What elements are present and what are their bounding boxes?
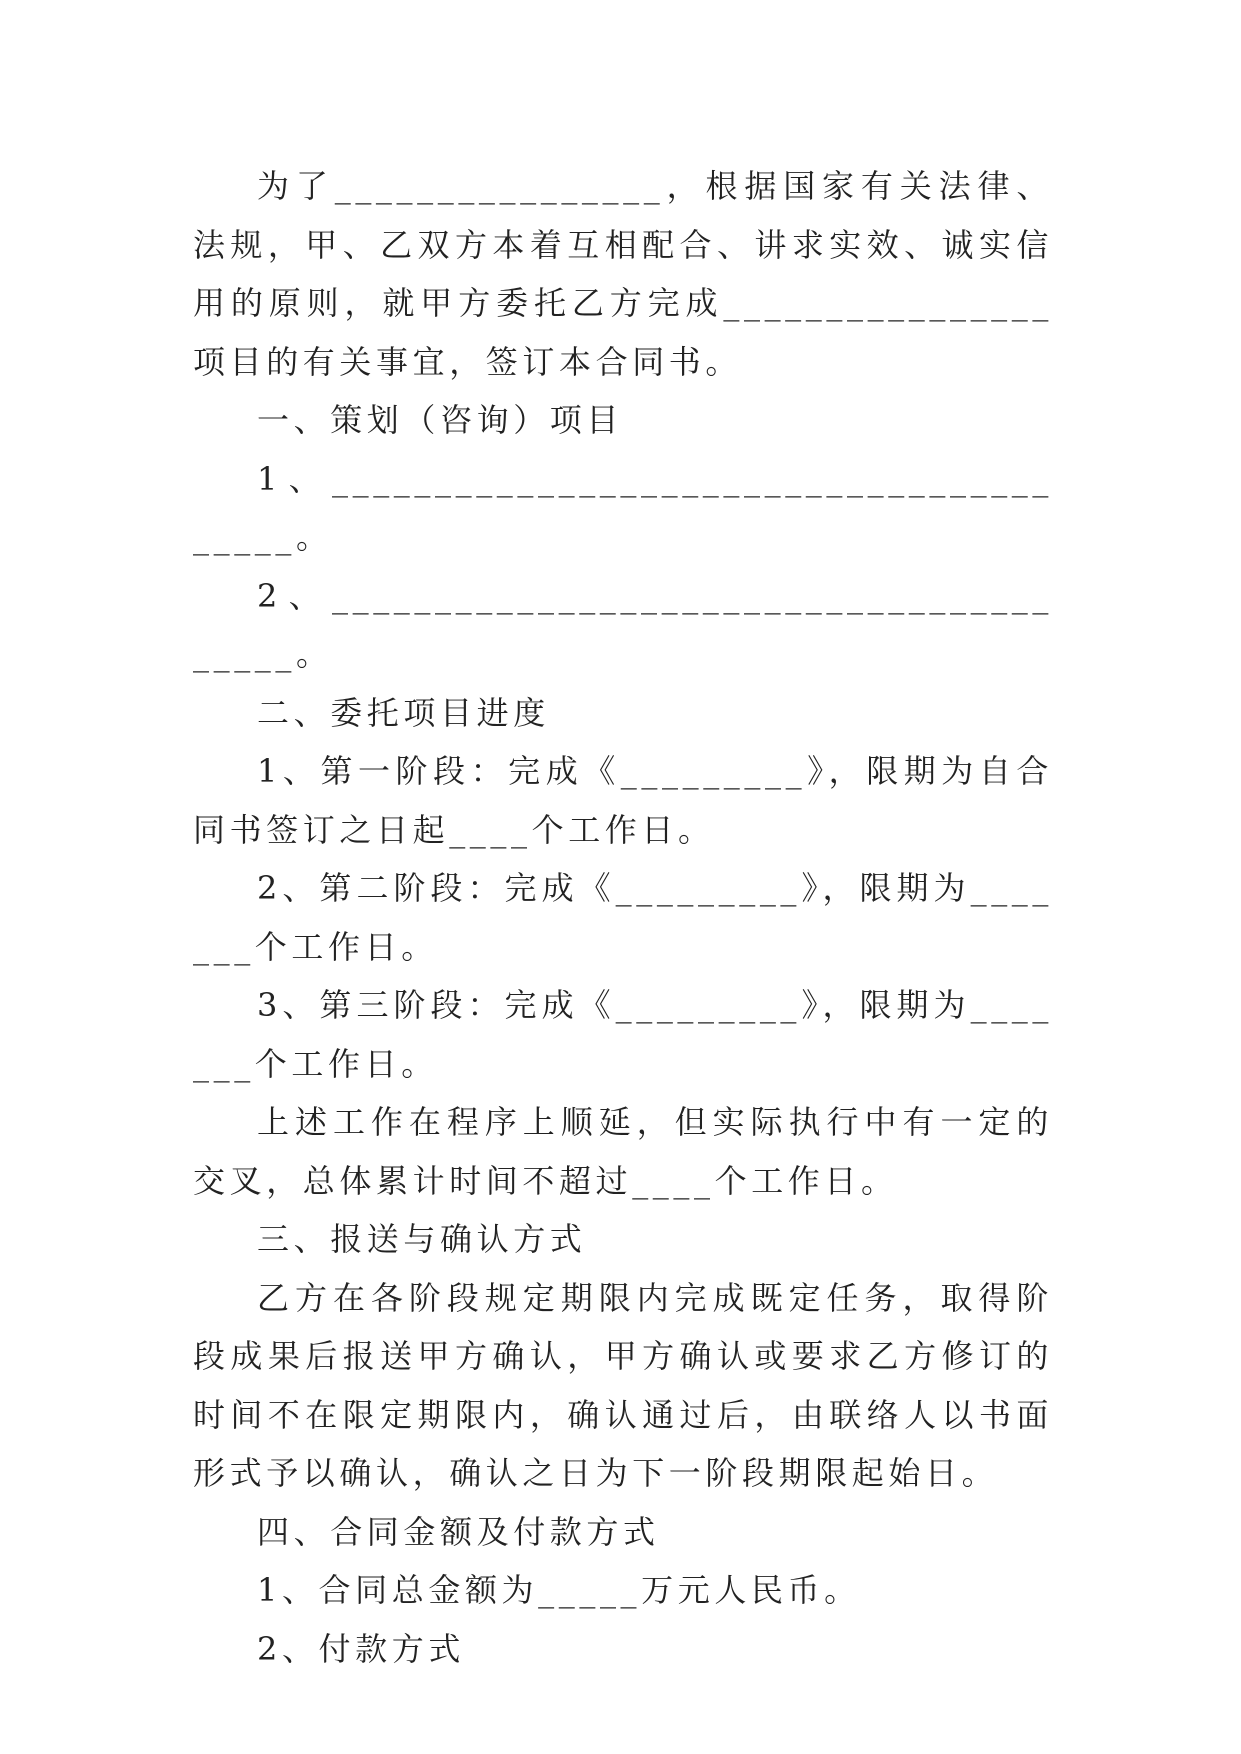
section-heading-planning-project: 一、策划（咨询）项目 bbox=[257, 401, 624, 439]
section-heading-payment: 四、合同金额及付款方式 bbox=[257, 1512, 660, 1551]
section-heading-schedule: 二、委托项目进度 bbox=[257, 693, 550, 732]
section-heading-confirmation: 三、报送与确认方式 bbox=[257, 1220, 587, 1258]
schedule-stage-2: 2、第二阶段：完成《_________》，限期为_______个工作日。 bbox=[193, 869, 1053, 966]
planning-item-1: 1、________________________________________。 bbox=[193, 459, 1053, 556]
schedule-stage-1: 1、第一阶段：完成《_________》，限期为自合同书签订之日起____个工作日。 bbox=[193, 752, 1053, 849]
confirmation-paragraph: 乙方在各阶段规定期限内完成既定任务，取得阶段成果后报送甲方确认，甲方确认或要求乙方修订的时间不在限定期限内，确认通过后，由联络人以书面形式予以确认，确认之日为下一阶段期限起始日。 bbox=[193, 1278, 1053, 1492]
schedule-stage-3: 3、第三阶段：完成《_________》，限期为_______个工作日。 bbox=[193, 986, 1053, 1083]
intro-paragraph: 为了________________，根据国家有关法律、法规，甲、乙双方本着互相配合、讲求实效、诚实信用的原则，就甲方委托乙方完成________________项目的有关事宜，签订本合同书。 bbox=[193, 167, 1053, 381]
payment-total-amount: 1、合同总金额为_____万元人民币。 bbox=[257, 1571, 861, 1609]
schedule-summary: 上述工作在程序上顺延，但实际执行中有一定的交叉，总体累计时间不超过____个工作日。 bbox=[193, 1103, 1053, 1200]
payment-method: 2、付款方式 bbox=[257, 1629, 465, 1668]
document-body bbox=[193, 157, 1053, 1678]
planning-item-2: 2、________________________________________。 bbox=[193, 576, 1053, 673]
